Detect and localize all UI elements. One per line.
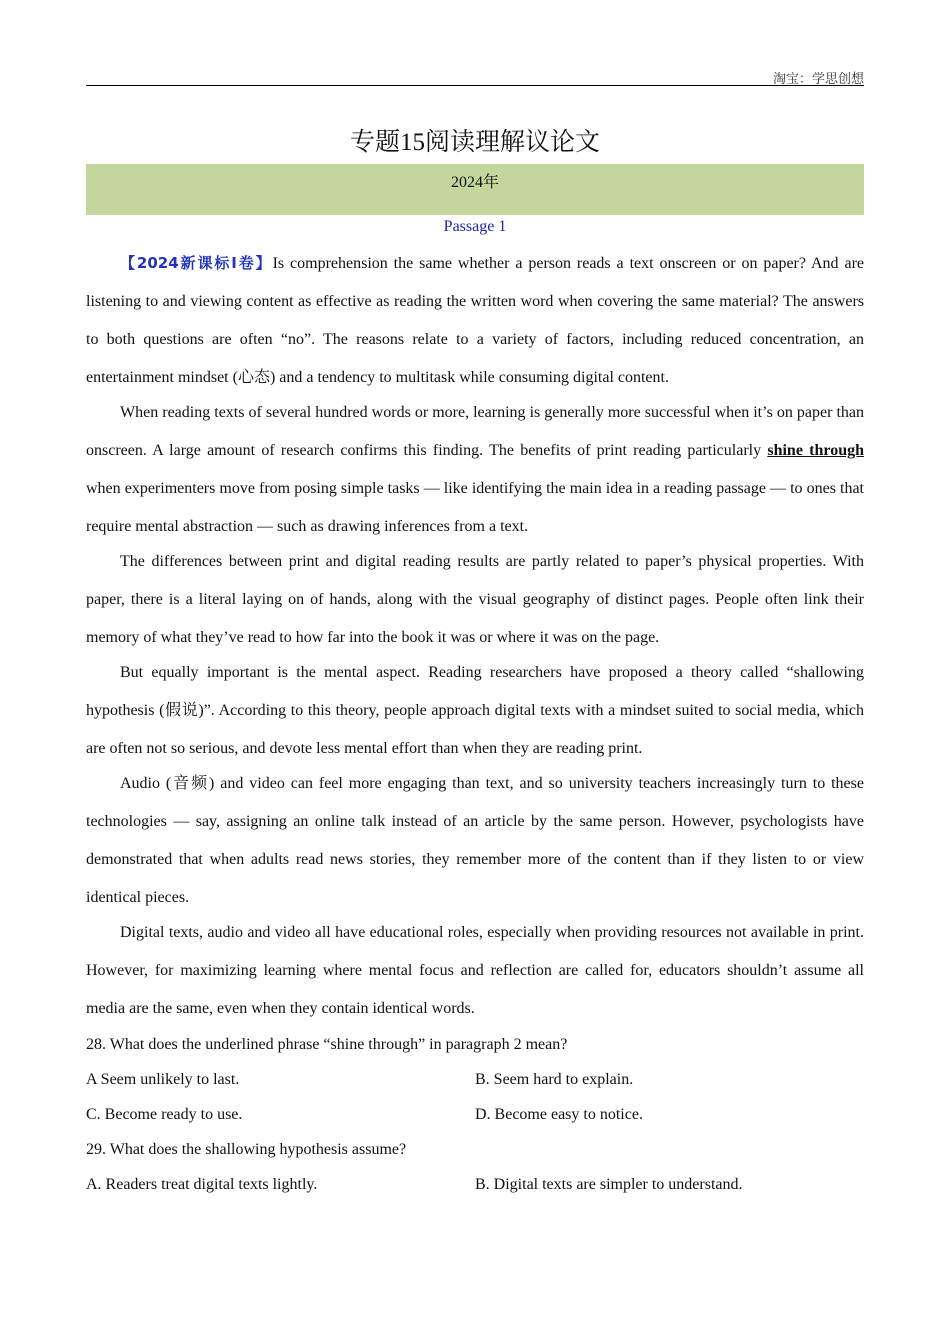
paragraph-4: But equally important is the mental aspect. Reading researchers have proposed a theory called “shallowing hypothesis (假说)”. According to this theory, people approach digital texts with a mindset suited to social media, which are often not so serious, and devote less mental effort than when they are reading print.	[86, 664, 864, 757]
paragraph-3: The differences between print and digital reading results are partly related to paper’s physical properties. With paper, there is a literal laying on of hands, along with the visual geography of distinct pages. People often link their memory of what they’ve read to how far into the book it was or where it was on the page.	[86, 553, 864, 646]
paragraph-2	[86, 394, 864, 546]
question-28-option-b: B. Seem hard to explain.	[475, 1071, 634, 1088]
question-28-options-row-1	[86, 1062, 864, 1097]
year-banner	[86, 164, 864, 215]
header-divider	[86, 85, 864, 86]
question-29-options-row-1	[86, 1167, 864, 1202]
passage-heading: Passage 1	[443, 218, 507, 235]
question-28-option-d: D. Become easy to notice.	[475, 1106, 643, 1123]
page-title: 专题15阅读理解议论文	[349, 129, 600, 156]
header-shop-label: 淘宝：学思创想	[772, 71, 864, 86]
year-label: 2024年	[450, 174, 499, 191]
question-29-option-b: B. Digital texts are simpler to understand.	[475, 1176, 743, 1193]
paragraph-2-text-before: When reading texts of several hundred words or more, learning is generally more successful when it’s on paper than onscreen. A large amount of research confirms this finding. The benefits of print reading particularly	[86, 404, 864, 459]
question-28-option-c: C. Become ready to use.	[86, 1106, 243, 1123]
paragraph-6: Digital texts, audio and video all have educational roles, especially when providing resources not available in print. However, for maximizing learning where mental focus and reflection are called for, educators shouldn’t assume all media are the same, even when they contain identical words.	[86, 924, 864, 1017]
question-section	[86, 1027, 864, 1202]
underlined-phrase: shine through	[767, 442, 865, 459]
paragraph-2-text-after: when experimenters move from posing simple tasks — like identifying the main idea in a reading passage — to ones that require mental abstraction — such as drawing inferences from a text.	[86, 480, 864, 535]
exam-source-tag: 【2024新课标Ⅰ卷】	[120, 254, 273, 272]
paragraph-1-text: Is comprehension the same whether a person reads a text onscreen or on paper? And are listening to and viewing content as effective as reading the written word when covering the same material? The answers to both questions are often “no”. The reasons relate to a variety of factors, including reduced concentration, an entertainment mindset (心态) and a tendency to multitask while consuming digital content.	[86, 255, 864, 386]
paragraph-5: Audio (音频) and video can feel more engaging than text, and so university teachers increasingly turn to these technologies — say, assigning an online talk instead of an article by the same person. However, psychologists have demonstrated that when adults read news stories, they remember more of the content than if they listen to or view identical pieces.	[86, 775, 864, 906]
question-29-option-a: A. Readers treat digital texts lightly.	[86, 1176, 318, 1193]
question-28-option-a: A Seem unlikely to last.	[86, 1071, 240, 1088]
paragraph-1	[86, 244, 864, 397]
question-28-stem: 28. What does the underlined phrase “shine through” in paragraph 2 mean?	[86, 1036, 568, 1053]
passage-body	[86, 244, 864, 1025]
question-29-stem: 29. What does the shallowing hypothesis assume?	[86, 1141, 407, 1158]
question-28-options-row-2	[86, 1097, 864, 1132]
